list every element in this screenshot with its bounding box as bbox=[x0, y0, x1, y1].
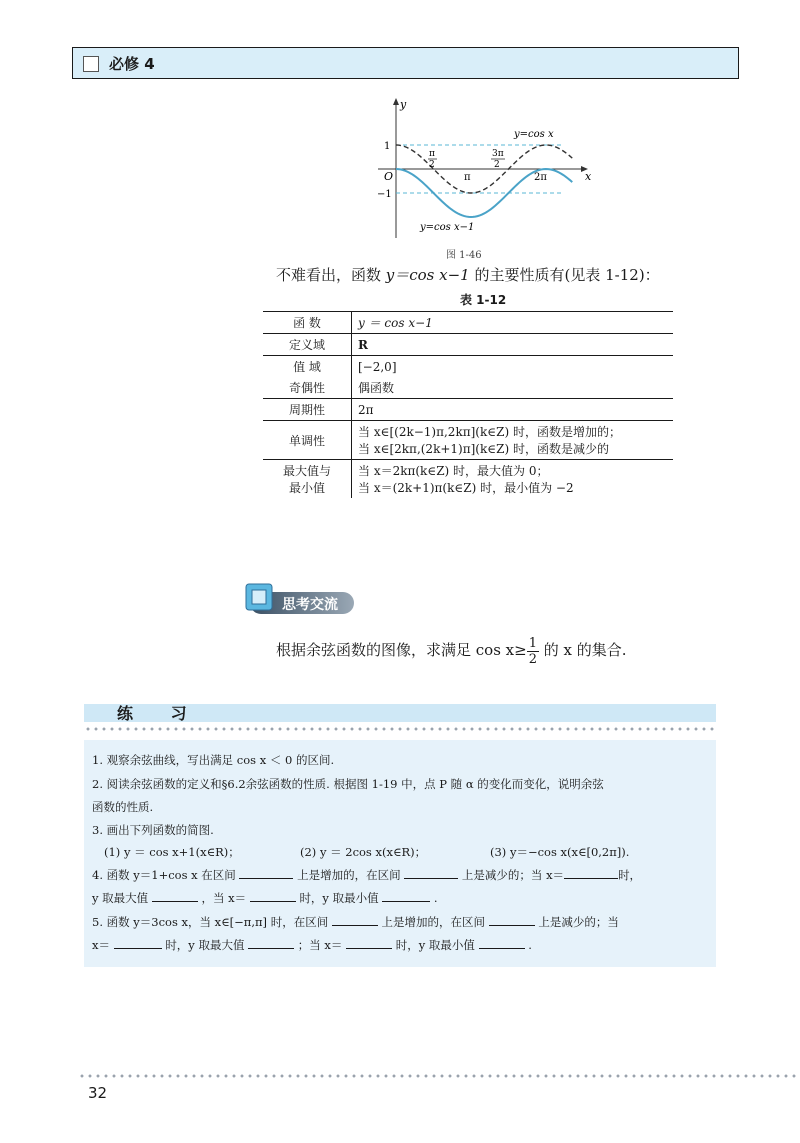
think-title: 思考交流 bbox=[282, 597, 338, 613]
row-value-period: 2π bbox=[352, 399, 674, 421]
exercise-q3-3: (3) y＝−cos x(x∈[0,2π]). bbox=[490, 845, 630, 859]
tick-label-pi-half-num: π bbox=[429, 149, 435, 159]
exercise-dot-divider bbox=[84, 727, 716, 731]
row-label-domain: 定义域 bbox=[263, 334, 352, 356]
answer-blank[interactable] bbox=[346, 936, 392, 949]
tick-label-pi-half-den: 2 bbox=[429, 160, 435, 170]
properties-table bbox=[263, 311, 673, 498]
tick-label-three-pi-half-den: 2 bbox=[494, 160, 500, 170]
chapter-title: 必修 4 bbox=[109, 55, 155, 73]
table-row-extrema bbox=[263, 460, 673, 499]
table-row-period bbox=[263, 399, 673, 421]
chapter-header-bar bbox=[72, 47, 739, 79]
row-label-monotonic: 单调性 bbox=[263, 421, 352, 460]
exercise-q4-line2: y 取最大值 ，当 x＝ 时，y 取最小值 . bbox=[92, 891, 438, 905]
answer-blank[interactable] bbox=[564, 866, 618, 879]
think-question: 根据余弦函数的图像，求满足 cos x≥ $\frac{1}{2}$ 的 x 的集合. bbox=[276, 635, 627, 667]
row-value-range: [−2,0] bbox=[358, 359, 397, 374]
answer-blank[interactable] bbox=[250, 889, 296, 902]
answer-blank[interactable] bbox=[404, 866, 458, 879]
answer-blank[interactable] bbox=[239, 866, 293, 879]
table-row-domain bbox=[263, 334, 673, 356]
tick-label-three-pi-half-num: 3π bbox=[492, 149, 504, 159]
footer-dot-divider bbox=[78, 1074, 800, 1078]
row-value-function: y ＝ cos x−1 bbox=[352, 312, 674, 334]
row-label-extrema: 最大值与 最小值 bbox=[263, 460, 352, 499]
page-number: 32 bbox=[88, 1084, 108, 1102]
exercise-q3-1: (1) y ＝ cos x+1(x∈R)； bbox=[104, 845, 240, 859]
exercise-q4-line1: 4. 函数 y＝1+cos x 在区间 上是增加的，在区间 上是减少的；当 x＝ 时， bbox=[92, 868, 642, 882]
row-value-monotonic: 当 x∈[(2k−1)π,2kπ](k∈Z) 时，函数是增加的； 当 x∈[2kπ,(2k+1)π](k∈Z) 时，函数是减少的 bbox=[352, 421, 674, 460]
exercise-q5-line1: 5. 函数 y＝3cos x，当 x∈[−π,π] 时，在区间 上是增加的，在区间 上是减少的；当 bbox=[92, 915, 619, 929]
exercise-q1: 1. 观察余弦曲线，写出满足 cos x ＜ 0 的区间. bbox=[92, 753, 335, 767]
table-row-parity bbox=[263, 377, 673, 399]
fraction-one-half: $\frac{1}{2}$ bbox=[528, 635, 537, 667]
origin-label: O bbox=[384, 170, 394, 183]
x-axis-label: x bbox=[585, 170, 592, 183]
exercise-q3-2: (2) y ＝ 2cos x(x∈R)； bbox=[300, 845, 427, 859]
row-label-function: 函 数 bbox=[263, 312, 352, 334]
table-caption: 表 1-12 bbox=[460, 293, 507, 307]
answer-blank[interactable] bbox=[479, 936, 525, 949]
y-axis-arrow-icon bbox=[393, 98, 399, 105]
exercise-title: 练 习 bbox=[117, 704, 203, 723]
exercise-q3: 3. 画出下列函数的简图. bbox=[92, 823, 214, 837]
curve-label-cos: y=cos x bbox=[514, 129, 554, 140]
row-label-period: 周期性 bbox=[263, 399, 352, 421]
row-value-domain: R bbox=[352, 334, 674, 356]
tick-label-two-pi: 2π bbox=[534, 172, 547, 183]
table-row-range bbox=[263, 356, 673, 378]
answer-blank[interactable] bbox=[332, 913, 378, 926]
tick-label-pi: π bbox=[464, 172, 471, 183]
curve-label-cos-minus-one: y=cos x−1 bbox=[420, 222, 475, 233]
row-value-parity: 偶函数 bbox=[352, 377, 674, 399]
answer-blank[interactable] bbox=[114, 936, 162, 949]
answer-blank[interactable] bbox=[152, 889, 198, 902]
tick-label-1: 1 bbox=[384, 141, 391, 152]
table-row-function bbox=[263, 312, 673, 334]
cosine-graph bbox=[372, 96, 594, 244]
tick-label-neg1: −1 bbox=[377, 189, 392, 200]
intro-sentence: 不难看出，函数 y＝cos x−1 的主要性质有(见表 1-12)： bbox=[276, 266, 660, 284]
exercise-q2-line1: 2. 阅读余弦函数的定义和§6.2余弦函数的性质. 根据图 1-19 中，点 P 随 α 的变化而变化，说明余弦 bbox=[92, 777, 604, 791]
answer-blank[interactable] bbox=[248, 936, 294, 949]
row-value-extrema: 当 x＝2kπ(k∈Z) 时，最大值为 0； 当 x＝(2k+1)π(k∈Z) 时，最小值为 −2 bbox=[358, 464, 574, 495]
row-label-parity: 奇偶性 bbox=[263, 377, 352, 399]
exercise-q2-line2: 函数的性质. bbox=[92, 800, 154, 814]
exercise-q5-line2: x＝ 时，y 取最大值 ；当 x＝ 时，y 取最小值 . bbox=[92, 938, 532, 952]
y-axis-label: y bbox=[400, 98, 407, 111]
table-row-monotonic bbox=[263, 421, 673, 460]
row-label-range: 值 域 bbox=[263, 356, 352, 378]
answer-blank[interactable] bbox=[489, 913, 535, 926]
header-square-icon bbox=[83, 56, 99, 72]
figure-caption: 图 1-46 bbox=[446, 250, 482, 261]
answer-blank[interactable] bbox=[382, 889, 430, 902]
